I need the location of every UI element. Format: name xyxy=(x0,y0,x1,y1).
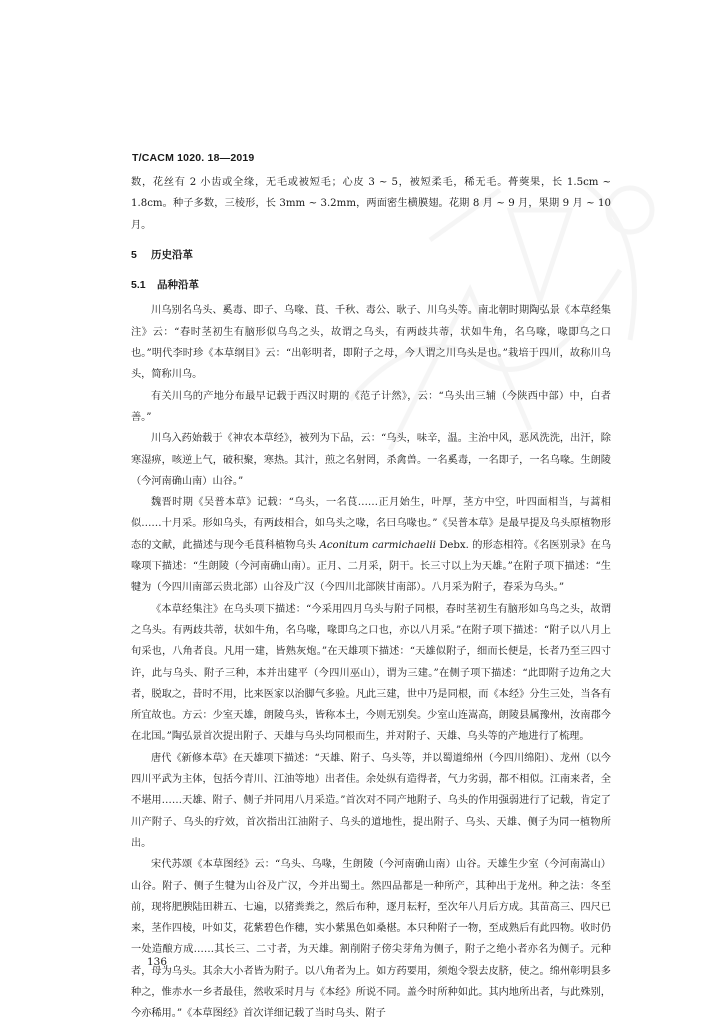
paragraph: 川乌别名乌头、奚毒、即子、乌喙、茛、千秋、毒公、耿子、川乌头等。南北朝时期陶弘景《本草经集注》云：“春时茎初生有脑形似乌鸟之头，故谓之乌头，有两歧共蒂，状如牛角，名乌喙，喙即乌之口也。”明代李时珍《本草纲目》云：“出彰明者，即附子之母，今人谓之川乌头是也。”栽培于四川，故称川乌头，简称川乌。 xyxy=(131,305,611,381)
subsection-number: 5.1 xyxy=(131,279,146,292)
page-number: 136 xyxy=(147,956,168,968)
standard-document-id: T/CACM 1020. 18—2019 xyxy=(132,152,255,164)
paragraph: 有关川乌的产地分布最早记载于西汉时期的《范子计然》，云：“乌头出三辅（今陕西中部）中，白者善。” xyxy=(131,390,611,423)
subsection-heading xyxy=(131,275,611,296)
section-title: 历史沿革 xyxy=(151,248,193,261)
paragraph-text: 魏晋时期《吴普本草》记载：“乌头，一名茛……正月始生，叶厚，茎方中空，叶四面相当，与蒿相似……十月采。形如乌头，有两歧相合，如乌头之喙，名曰乌喙也。”《吴普本草》是最早提及乌头原植物形态的文献，此描述与现今毛茛科植物乌头 xyxy=(131,497,611,551)
paragraph-text: Debx. 的形态相符。《名医别录》在乌喙项下描述：“生朗陵（今河南确山南）。正月、二月采，阴干。长三寸以上为天雄。”在附子项下描述：“生犍为（今四川南部云贵北部）山谷及广汉（今四川北部陕甘南部）。八月采为附子，春采为乌头。” xyxy=(131,539,612,594)
paragraph-continued: 数，花丝有 2 小齿或全缘，无毛或被短毛；心皮 3 ~ 5，被短柔毛，稀无毛。蓇葖果，长 1.5cm ~ 1.8cm。种子多数，三棱形，长 3mm ~ 3.2mm，两面密生横膜翅。花期 8 月 ~ 9 月，果期 9 月 ~ 10 月。 xyxy=(131,177,611,231)
subsection-title: 品种沿革 xyxy=(157,279,199,292)
latin-species-name: Aconitum carmichaelii xyxy=(319,539,436,551)
section-heading xyxy=(131,245,611,266)
paragraph xyxy=(131,492,611,598)
paragraph: 唐代《新修本草》在天雄项下描述：“天雄、附子、乌头等，并以蜀道绵州（今四川绵阳）、龙州（以今四川平武为主体，包括今青川、江油等地）出者佳。余处纵有造得者，气力劣弱，都不相似。江南来者，全不堪用……天雄、附子、侧子并同用八月采造。”首次对不同产地附子、乌头的作用强弱进行了记载，肯定了川产附子、乌头的疗效，首次指出江油附子、乌头的道地性，提出附子、乌头、天雄、侧子为同一植物所出。 xyxy=(131,752,611,849)
paragraph: 《本草经集注》在乌头项下描述：“今采用四月乌头与附子同根，春时茎初生有脑形如乌鸟之头，故谓之乌头。有两歧共蒂，状如牛角，名乌喙，喙即乌之口也，亦以八月采。”在附子项下描述：“附子以八月上旬采也，八角者良。凡用一建，皆熟灰炮。”在天雄项下描述：“天雄似附子，细而长便是，长者乃至三四寸许，此与乌头、附子三种，本并出建平（今四川巫山），谓为三建。”在侧子项下描述：“此即附子边角之大者，脱取之，昔时不用，比来医家以治脚气多验。凡此三建，世中乃是同根，而《本经》分生三处，当各有所宜故也。方云：少室天雄，朗陵乌头，皆称本土，今则无别矣。少室山连嵩高，朗陵县属豫州，汝南郡今在北国。”陶弘景首次提出附子、天雄与乌头均同根而生，并对附子、天雄、乌头等的产地进行了梳理。 xyxy=(131,603,611,743)
body-text xyxy=(131,172,611,1025)
paragraph: 宋代苏颂《本草图经》云：“乌头、乌喙，生朗陵（今河南确山南）山谷。天雄生少室（今河南嵩山）山谷。附子、侧子生犍为山谷及广汉，今并出蜀土。然四品都是一种所产，其种出于龙州。种之法：冬至前，现将肥腴陆田耕五、七遍，以猪粪粪之，然后布种，逐月耘籽，至次年八月后方成。其苗高三、四尺已来，茎作四棱，叶如艾，花紫碧色作穗，实小紫黑色如桑椹。本只种附子一物，至成熟后有此四物。收时仍一处造酿方成……其长三、二寸者，为天雄。割削附子傍尖芽角为侧子，附子之绝小者亦名为侧子。元种者，母为乌头。其余大小者皆为附子。以八角者为上。如方药要用，须炮令裂去皮脐，使之。绵州彰明县多种之，惟赤水一乡者最佳，然收采时月与《本经》所说不同。盖今时所种如此。其内地所出者，与此殊别，今亦稀用。”《本草图经》首次详细记载了当时乌头、附子 xyxy=(131,859,611,1020)
section-number: 5 xyxy=(131,248,137,261)
paragraph: 川乌入药始载于《神农本草经》，被列为下品，云：“乌头，味辛，温。主治中风，恶风洗洗，出汗，除寒湿痹，咳逆上气，破积聚，寒热。其汁，煎之名射罔，杀禽兽。一名奚毒，一名即子，一名乌喙。生朗陵（今河南确山南）山谷。” xyxy=(131,433,611,487)
